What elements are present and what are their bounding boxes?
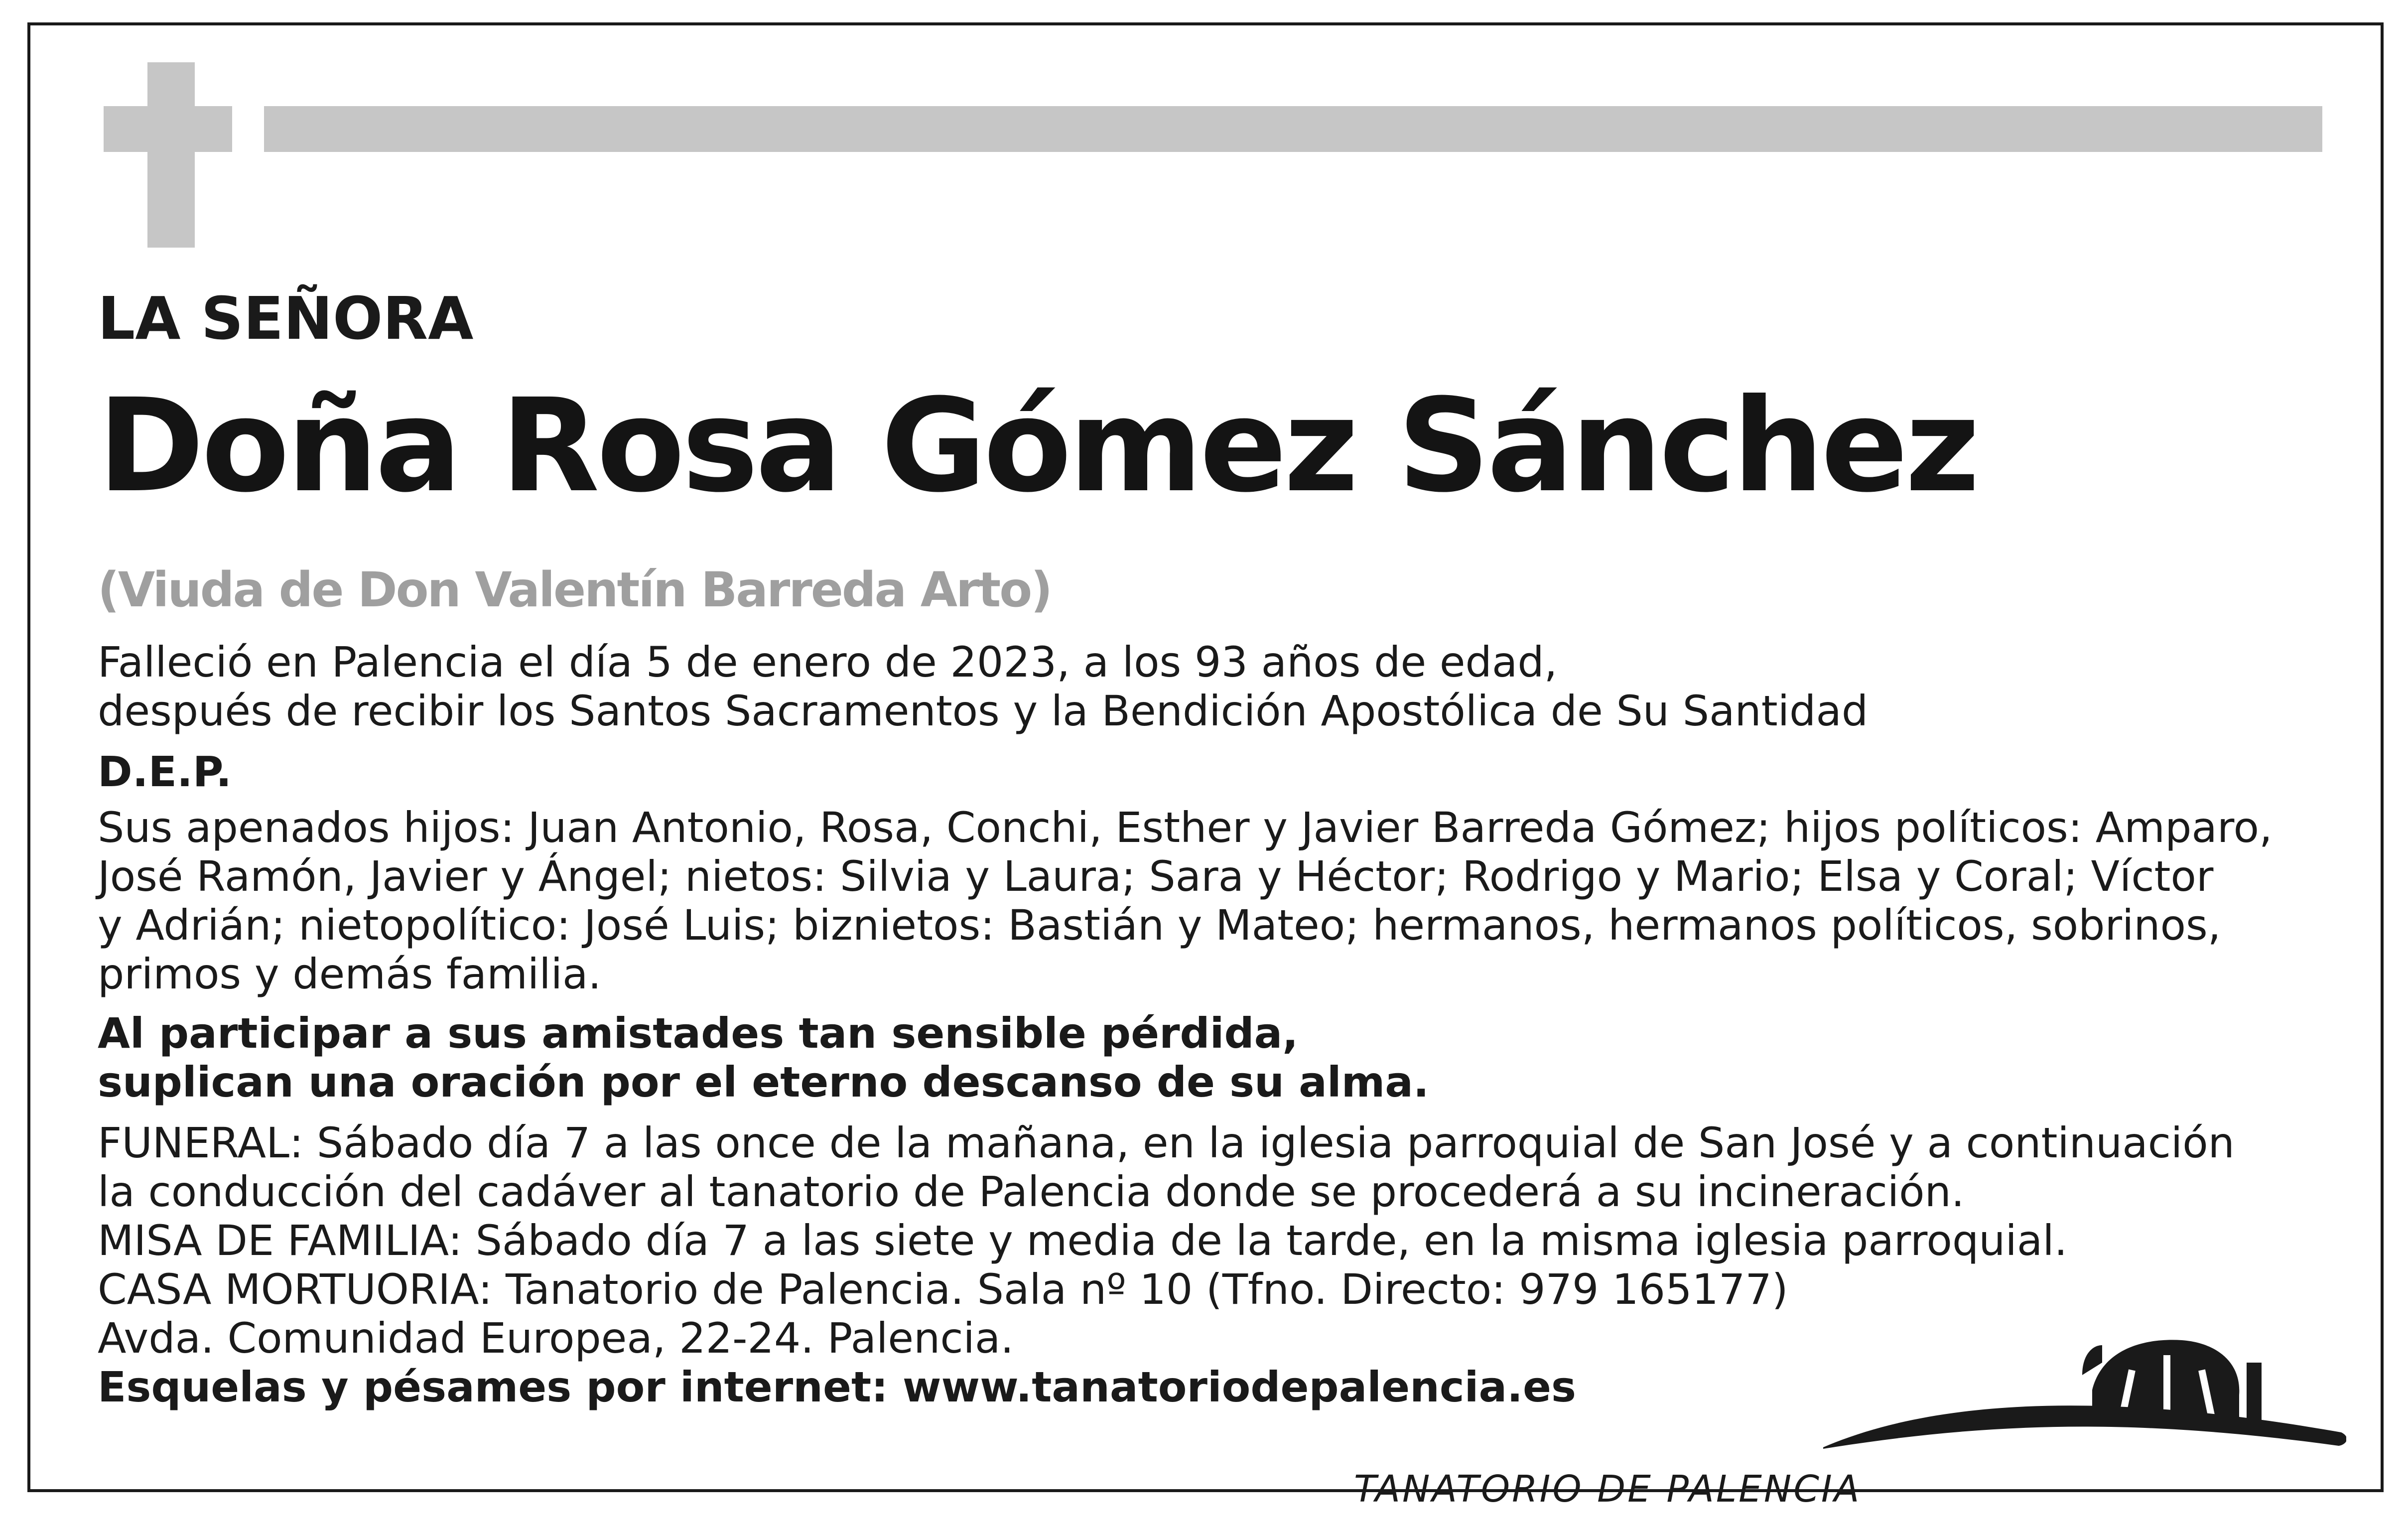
services-line: FUNERAL: Sábado día 7 a las once de la mañana, en la iglesia parroquial de San José y a continuación bbox=[98, 1118, 2235, 1167]
family-line: Sus apenados hijos: Juan Antonio, Rosa, Conchi, Esther y Javier Barreda Gómez; hijos políticos: Amparo, bbox=[98, 803, 2273, 852]
title-label: LA SEÑORA bbox=[98, 284, 474, 353]
family-line: José Ramón, Javier y Ángel; nietos: Silvia y Laura; Sara y Héctor; Rodrigo y Mario; Elsa y Coral; Víctor bbox=[98, 852, 2214, 901]
dep-label: D.E.P. bbox=[98, 747, 232, 796]
cross-arm-icon bbox=[104, 106, 232, 152]
death-line-1: Falleció en Palencia el día 5 de enero de 2023, a los 93 años de edad, bbox=[98, 638, 1558, 687]
family-line: y Adrián; nietopolítico: José Luis; biznietos: Bastián y Mateo; hermanos, hermanos políticos, sobrinos, bbox=[98, 901, 2221, 950]
tanatorio-logo-text: TANATORIO DE PALENCIA bbox=[1354, 1468, 1862, 1511]
family-line: primos y demás familia. bbox=[98, 950, 602, 998]
widow-of-line: (Viuda de Don Valentín Barreda Arto) bbox=[98, 562, 1052, 618]
cross-icon bbox=[147, 62, 195, 248]
web-line: Esquelas y pésames por internet: www.tanatoriodepalencia.es bbox=[98, 1363, 1577, 1411]
deceased-name: Doña Rosa Gómez Sánchez bbox=[98, 371, 1977, 521]
header-bar bbox=[264, 106, 2322, 152]
services-line: la conducción del cadáver al tanatorio de Palencia donde se procederá a su incineración. bbox=[98, 1167, 1965, 1216]
tanatorio-dome-logo-icon bbox=[1823, 1315, 2346, 1480]
prayer-line-1: Al participar a sus amistades tan sensible pérdida, bbox=[98, 1009, 1299, 1058]
death-line-2: después de recibir los Santos Sacramentos y la Bendición Apostólica de Su Santidad bbox=[98, 687, 1869, 735]
services-line: MISA DE FAMILIA: Sábado día 7 a las siete y media de la tarde, en la misma iglesia parroquial. bbox=[98, 1216, 2068, 1265]
services-line: Avda. Comunidad Europea, 22-24. Palencia. bbox=[98, 1314, 1014, 1363]
prayer-line-2: suplican una oración por el eterno descanso de su alma. bbox=[98, 1058, 1429, 1107]
services-line: CASA MORTUORIA: Tanatorio de Palencia. Sala nº 10 (Tfno. Directo: 979 165177) bbox=[98, 1265, 1788, 1314]
